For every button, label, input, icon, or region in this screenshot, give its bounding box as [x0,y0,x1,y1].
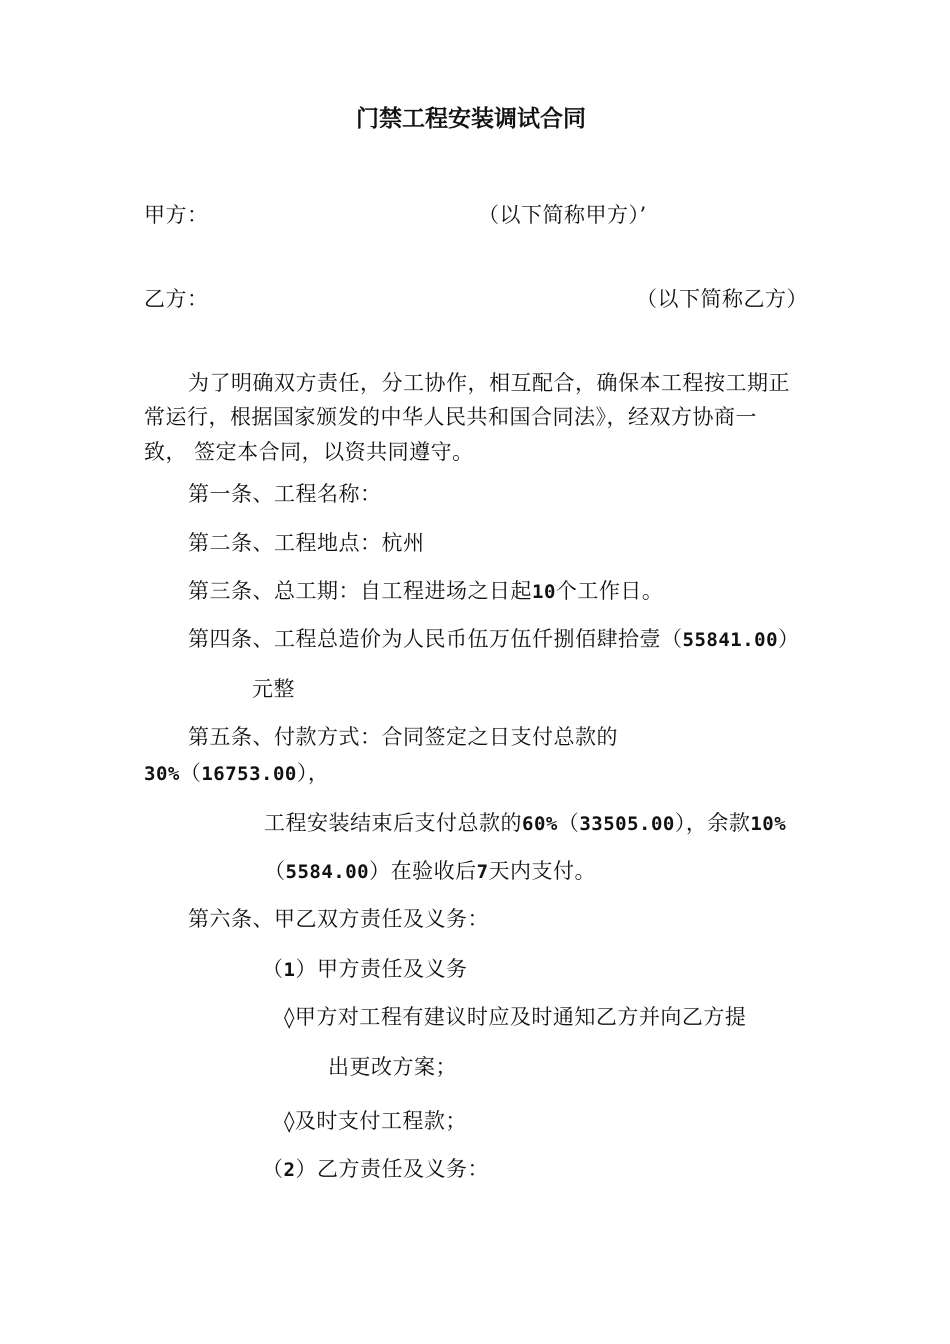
article-5-line-3-text: 工程安装结束后支付总款的 [264,811,522,835]
party-b-note: （以下简称乙方） [636,287,808,311]
article-5-days: 7 [476,861,489,883]
article-5-pct-2: 60% [522,813,558,835]
article-5-open-2: （ [557,811,580,835]
article-5-line-4-mid: ）在验收后 [369,859,477,883]
sub-2-num: 2 [283,1159,296,1181]
sub-2-open: （ [262,1157,284,1181]
party-a-note: （以下简称甲方）’ [478,203,647,227]
intro-line-3: 致， 签定本合同，以资共同遵守。 [144,440,474,464]
article-4-text: 第四条、工程总造价为人民币伍万伍仟捌佰肆拾壹（ [188,627,683,651]
sub-section-2 [262,1154,489,1185]
article-1: 第一条、工程名称： [188,482,382,506]
article-3-end: 个工作日。 [555,579,664,603]
article-5-pct-1: 30% [144,763,180,785]
article-4-line-2: 元整 [252,677,295,701]
sub-2-text: ）乙方责任及义务： [295,1157,489,1181]
article-2: 第二条、工程地点：杭州 [188,531,425,555]
article-4 [188,624,800,655]
article-5-line-2 [144,758,329,789]
item-2: ◊及时支付工程款； [284,1109,467,1133]
intro-line-2: 常运行，根据国家颁发的中华人民共和国合同法》，经双方协商一 [144,405,757,429]
article-5-line-4-end: 天内支付。 [488,859,597,883]
article-5-line-1: 第五条、付款方式：合同签定之日支付总款的 [188,725,618,749]
article-5-amount-1: 16753.00 [201,763,297,785]
article-4-amount: 55841.00 [682,629,779,651]
article-3-text: 第三条、总工期：自工程进场之日起 [188,579,532,603]
item-1-line-2: 出更改方案； [328,1055,457,1079]
sub-section-1 [262,954,467,985]
article-5-line-3 [264,808,786,839]
article-5-mid: ），余款 [674,811,751,835]
article-5-open-1: （ [179,761,202,785]
sub-1-text: ）甲方责任及义务 [295,957,468,981]
sub-1-num: 1 [283,959,296,981]
party-a-label: 甲方： [144,203,209,227]
article-5-line-4 [264,856,596,887]
article-5-pct-3: 10% [750,813,787,835]
article-5-open-3: （ [264,859,286,883]
article-4-close: ） [778,627,800,651]
article-3-days: 10 [532,581,556,603]
party-b-label: 乙方： [144,287,209,311]
intro-line-1: 为了明确双方责任，分工协作，相互配合，确保本工程按工期正 [188,371,790,395]
sub-1-open: （ [262,957,284,981]
article-6: 第六条、甲乙双方责任及义务： [188,907,489,931]
article-5-amount-2: 33505.00 [579,813,675,835]
page-title: 门禁工程安装调试合同 [356,105,586,132]
item-1-line-1: ◊甲方对工程有建议时应及时通知乙方并向乙方提 [284,1005,747,1029]
article-3 [188,576,663,607]
article-5-amount-3: 5584.00 [285,861,370,883]
article-5-close-1: ）， [296,761,330,785]
